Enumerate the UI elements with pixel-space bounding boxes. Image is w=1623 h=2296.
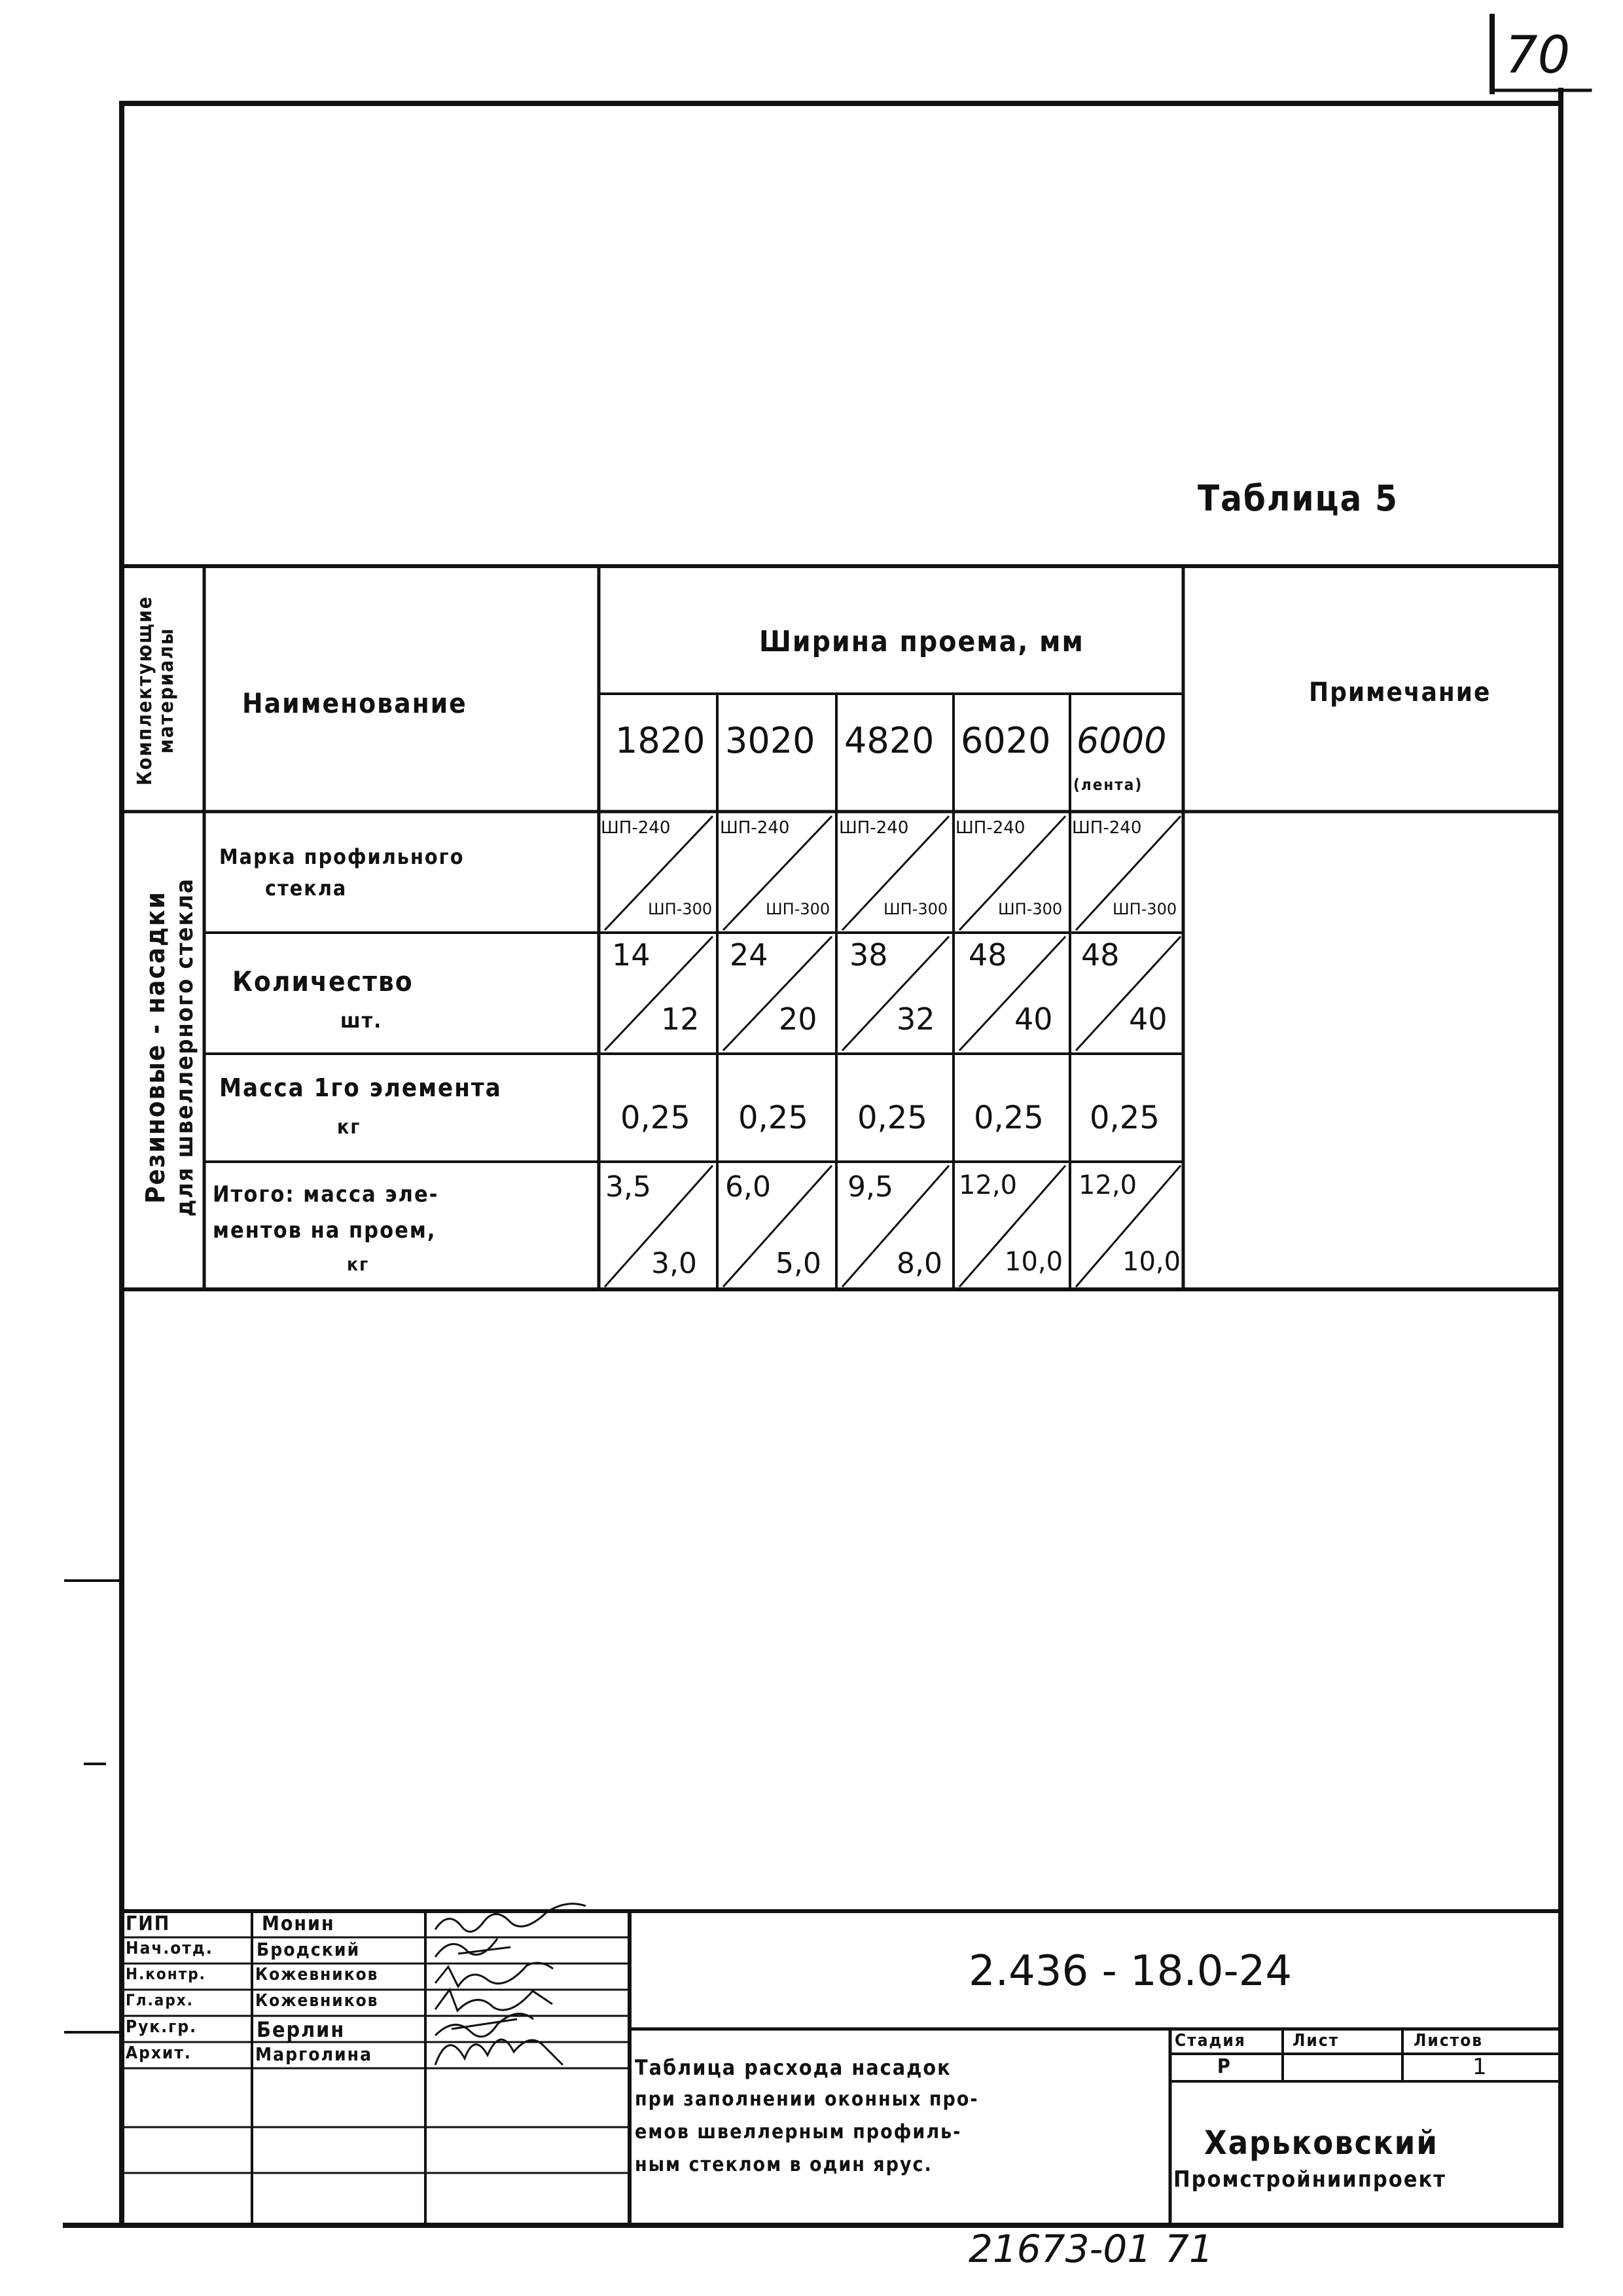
- stamp-person: Бродский: [257, 1939, 361, 1960]
- table-title: Таблица 5: [1198, 478, 1399, 519]
- stage-value: Р: [1217, 2055, 1232, 2078]
- row-qty-name-1: Количество: [232, 965, 414, 997]
- mark-6020-top: ШП-240: [955, 818, 1026, 838]
- doc-title-line2: при заполнении оконных про-: [635, 2088, 979, 2111]
- total-3020-top: 6,0: [725, 1170, 771, 1204]
- total-1820-top: 3,5: [605, 1170, 651, 1204]
- name-column-header: Наименование: [242, 687, 467, 719]
- width-1820: 1820: [615, 720, 705, 761]
- page-number: 70: [1505, 26, 1571, 85]
- width-3020: 3020: [725, 720, 815, 761]
- mark-6000-bottom: ШП-300: [1113, 900, 1177, 918]
- signature-marks: [435, 1904, 586, 2065]
- sheet-label: Лист: [1293, 2031, 1340, 2051]
- group-label-line1: Резиновые - насадки: [141, 891, 171, 1204]
- total-6000-bottom: 10,0: [1122, 1247, 1181, 1277]
- mass-1820: 0,25: [620, 1100, 690, 1136]
- org-line1: Харьковский: [1204, 2124, 1438, 2162]
- row-total-name-1: Итого: масса эле-: [213, 1181, 439, 1208]
- width-6020: 6020: [961, 720, 1051, 761]
- stamp-person: Берлин: [257, 2017, 346, 2042]
- width-6000-note: (лента): [1073, 776, 1143, 794]
- mark-1820-top: ШП-240: [601, 818, 671, 838]
- row-mark-name-1: Марка профильного: [219, 844, 465, 869]
- stamp-role: Архит.: [126, 2043, 192, 2063]
- row-total-name-2: ментов на проем,: [213, 1217, 437, 1244]
- total-4820-top: 9,5: [847, 1170, 893, 1204]
- qty-3020-top: 24: [730, 937, 768, 973]
- stamp-person: Кожевников: [255, 1965, 379, 1984]
- mark-6000-top: ШП-240: [1072, 818, 1142, 838]
- stamp-person: Кожевников: [255, 1991, 379, 2011]
- mass-6020: 0,25: [974, 1100, 1044, 1136]
- width-group-header: Ширина проема, мм: [759, 625, 1084, 658]
- qty-1820-top: 14: [612, 937, 651, 973]
- total-3020-bottom: 5,0: [776, 1247, 821, 1280]
- qty-6000-bottom: 40: [1129, 1001, 1168, 1037]
- stamp-person: Монин: [262, 1912, 335, 1935]
- qty-4820-bottom: 32: [897, 1001, 935, 1037]
- qty-3020-bottom: 20: [779, 1001, 817, 1037]
- mass-4820: 0,25: [857, 1100, 927, 1136]
- mass-3020: 0,25: [738, 1100, 808, 1136]
- mark-3020-bottom: ШП-300: [766, 900, 830, 918]
- qty-4820-top: 38: [849, 937, 888, 973]
- sheets-label: Листов: [1414, 2031, 1484, 2051]
- doc-title-line3: емов швеллерным профиль-: [635, 2121, 962, 2144]
- row-mass-name-1: Масса 1го элемента: [219, 1073, 502, 1102]
- qty-1820-bottom: 12: [661, 1001, 700, 1037]
- mark-3020-top: ШП-240: [720, 818, 790, 838]
- total-6020-top: 12,0: [959, 1170, 1018, 1200]
- row-mark-name-2: стекла: [265, 876, 348, 901]
- mark-6020-bottom: ШП-300: [998, 900, 1063, 918]
- qty-6000-top: 48: [1081, 937, 1120, 973]
- total-4820-bottom: 8,0: [897, 1247, 942, 1280]
- mark-1820-bottom: ШП-300: [648, 900, 713, 918]
- total-6020-bottom: 10,0: [1005, 1247, 1063, 1277]
- doc-title-line1: Таблица расхода насадок: [635, 2055, 952, 2080]
- total-1820-bottom: 3,0: [651, 1247, 697, 1280]
- mark-4820-top: ШП-240: [839, 818, 909, 838]
- note-column-header: Примечание: [1309, 677, 1491, 708]
- doc-title-line4: ным стеклом в один ярус.: [635, 2153, 933, 2176]
- stamp-role: Нач.отд.: [126, 1939, 213, 1958]
- width-6000: 6000: [1077, 720, 1167, 761]
- row-mass-name-2: кг: [337, 1116, 361, 1139]
- stamp-role: Рук.гр.: [126, 2017, 198, 2037]
- org-line2: Промстройниипроект: [1173, 2166, 1447, 2193]
- mark-4820-bottom: ШП-300: [883, 900, 948, 918]
- bottom-code: 21673-01: [969, 2227, 1152, 2271]
- stamp-role: ГИП: [126, 1912, 171, 1935]
- mass-6000: 0,25: [1090, 1100, 1160, 1136]
- group-label-line2: для швеллерного стекла: [171, 877, 198, 1217]
- qty-6020-bottom: 40: [1014, 1001, 1053, 1037]
- total-6000-top: 12,0: [1079, 1170, 1137, 1200]
- row-qty-name-2: шт.: [340, 1008, 383, 1033]
- bottom-page: 71: [1165, 2227, 1213, 2271]
- group-column-header: Комплектующие материалы: [134, 595, 178, 786]
- width-4820: 4820: [844, 720, 935, 761]
- stamp-role: Н.контр.: [126, 1965, 206, 1983]
- stamp-role: Гл.арх.: [126, 1991, 194, 2009]
- stamp-person: Марголина: [255, 2043, 373, 2065]
- stage-label: Стадия: [1175, 2031, 1246, 2051]
- row-total-name-3: кг: [347, 1253, 370, 1275]
- doc-code: 2.436 - 18.0-24: [969, 1947, 1293, 1996]
- qty-6020-top: 48: [969, 937, 1007, 973]
- sheets-value: 1: [1472, 2054, 1487, 2080]
